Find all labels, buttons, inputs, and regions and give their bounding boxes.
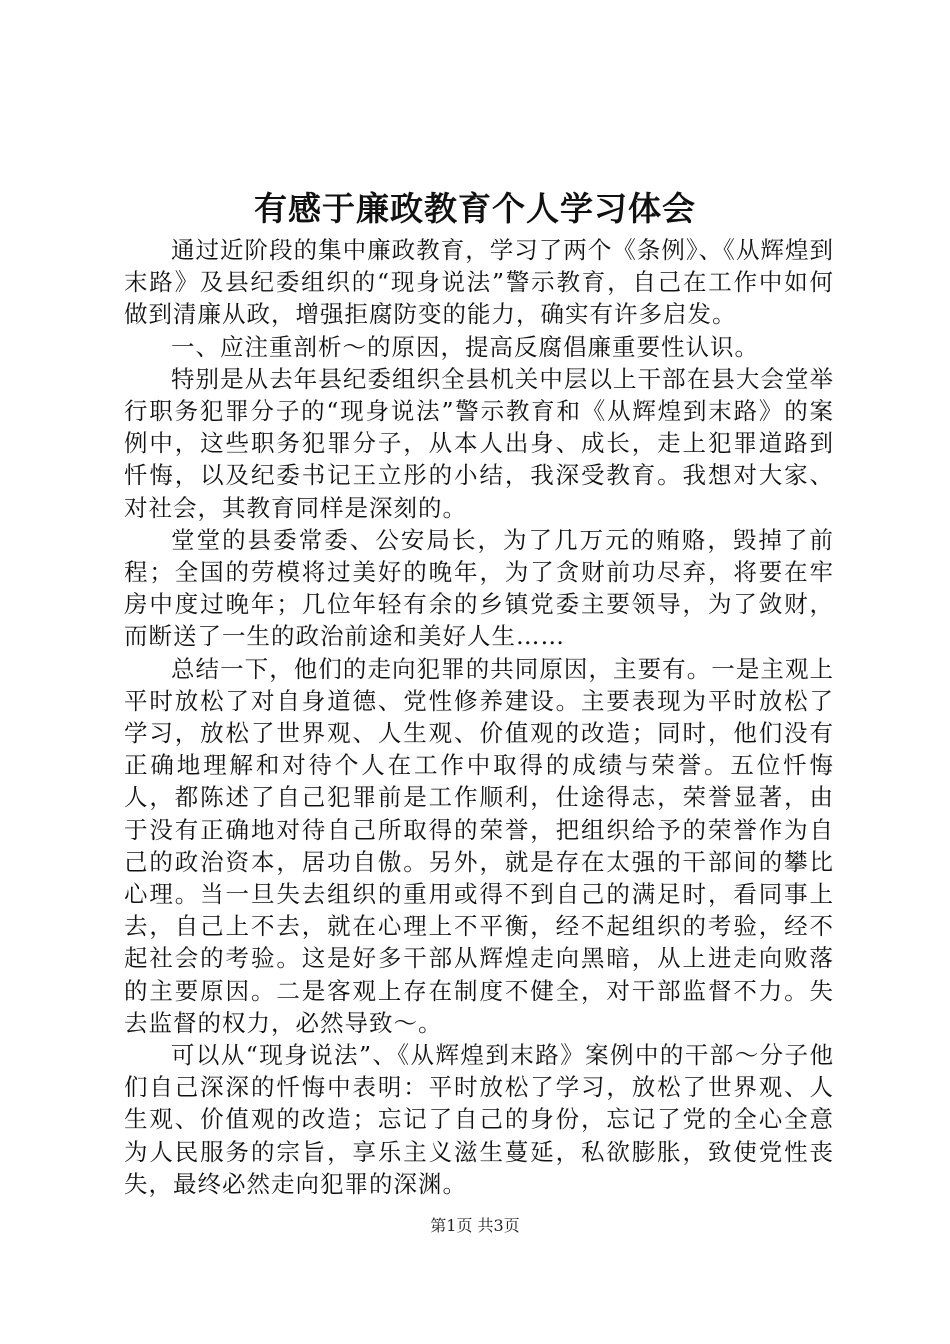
paragraph-section-heading: 一、应注重剖析～的原因，提高反腐倡廉重要性认识。	[171, 332, 759, 361]
paragraph-conclusion: 可以从“现身说法”、《从辉煌到末路》案例中的干部～分子他们自己深深的忏悔中表明：平时放松了学习，放松了世界观、人生观、价值观的改造；忘记了自己的身份，忘记了党的全心全意为人民服务的宗旨，享乐主义滋生蔓延，私欲膨胀，致使党性丧失，最终必然走向犯罪的深渊。	[124, 1041, 834, 1198]
page-number: 第1页 共3页	[430, 1216, 520, 1235]
document-title: 有感于廉政教育个人学习体会	[254, 189, 696, 228]
document-body	[124, 234, 834, 1200]
paragraph-intro: 通过近阶段的集中廉政教育，学习了两个《条例》、《从辉煌到末路》及县纪委组织的“现身说法”警示教育，自己在工作中如何做到清廉从政，增强拒腐防变的能力，确实有许多启发。	[124, 236, 834, 329]
paragraph-examples: 堂堂的县委常委、公安局长，为了几万元的贿赂，毁掉了前程；全国的劳模将过美好的晚年，为了贪财前功尽弃，将要在牢房中度过晚年；几位年轻有余的乡镇党委主要领导，为了敛财，而断送了一生的政治前途和美好人生……	[124, 525, 834, 651]
paragraph-summary: 总结一下，他们的走向犯罪的共同原因，主要有。一是主观上平时放松了对自身道德、党性修养建设。主要表现为平时放松了学习，放松了世界观、人生观、价值观的改造；同时，他们没有正确地理解和对待个人在工作中取得的成绩与荣誉。五位忏悔人，都陈述了自己犯罪前是工作顺利，仕途得志，荣誉显著，由于没有正确地对待自己所取得的荣誉，把组织给予的荣誉作为自己的政治资本，居功自傲。另外，就是存在太强的干部间的攀比心理。当一旦失去组织的重用或得不到自己的满足时，看同事上去，自己上不去，就在心理上不平衡，经不起组织的考验，经不起社会的考验。这是好多干部从辉煌走向黑暗，从上进走向败落的主要原因。二是客观上存在制度不健全，对干部监督不力。失去监督的权力，必然导致～。	[124, 654, 834, 1037]
paragraph-education: 特别是从去年县纪委组织全县机关中层以上干部在县大会堂举行职务犯罪分子的“现身说法”警示教育和《从辉煌到末路》的案例中，这些职务犯罪分子，从本人出身、成长，走上犯罪道路到忏悔，以及纪委书记王立彤的小结，我深受教育。我想对大家、对社会，其教育同样是深刻的。	[124, 364, 834, 522]
